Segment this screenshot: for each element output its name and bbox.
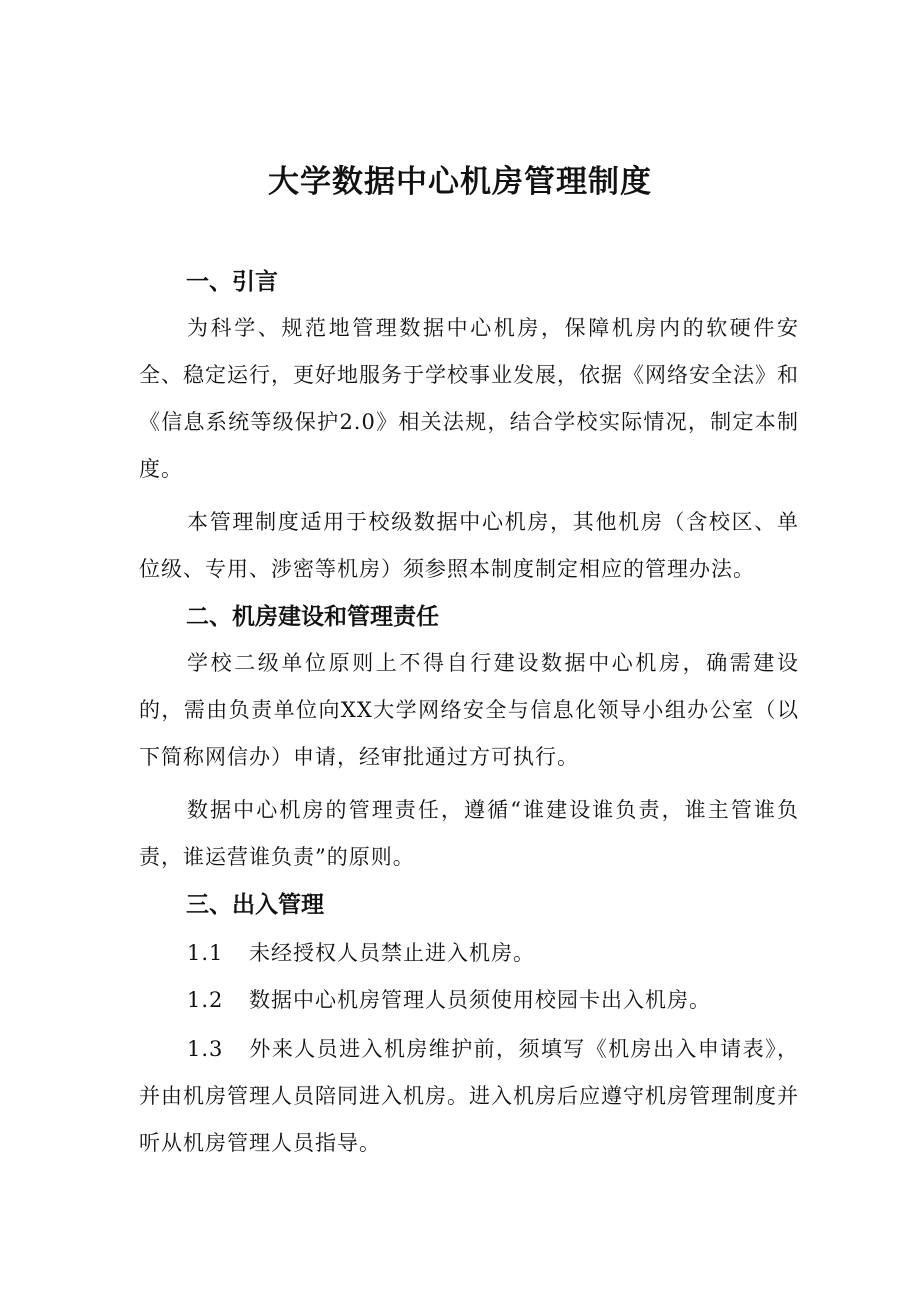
item-number: 1.2 bbox=[187, 988, 224, 1012]
item-text: 外来人员进入机房维护前，须填写《机房出入申请表》，并由机房管理人员陪同进入机房。进入机房后应遵守机房管理制度并听从机房管理人员指导。 bbox=[139, 1037, 799, 1155]
item-number: 1.1 bbox=[187, 941, 224, 965]
paragraph-management-responsibility: 数据中心机房的管理责任，遵循“谁建设谁负责，谁主管谁负责，谁运营谁负责”的原则。 bbox=[139, 798, 799, 869]
paragraph-purpose: 为科学、规范地管理数据中心机房，保障机房内的软硬件安全、稳定运行，更好地服务于学校事业发展，依据《网络安全法》和《信息系统等级保护2.0》相关法规，结合学校实际情况，制定本制度。 bbox=[139, 316, 799, 481]
item-number: 1.3 bbox=[187, 1037, 224, 1061]
list-item bbox=[139, 930, 799, 977]
document-title: 大学数据中心机房管理制度 bbox=[268, 164, 652, 200]
section-heading-introduction: 一、引言 bbox=[186, 269, 278, 295]
list-item bbox=[139, 1026, 799, 1167]
section-heading-responsibility: 二、机房建设和管理责任 bbox=[186, 604, 439, 630]
item-text: 未经授权人员禁止进入机房。 bbox=[249, 941, 535, 965]
item-text: 数据中心机房管理人员须使用校园卡出入机房。 bbox=[249, 988, 711, 1012]
section-heading-access: 三、出入管理 bbox=[186, 892, 324, 918]
list-item bbox=[139, 977, 799, 1024]
paragraph-scope: 本管理制度适用于校级数据中心机房，其他机房（含校区、单位级、专用、涉密等机房）须参照本制度制定相应的管理办法。 bbox=[139, 510, 799, 581]
paragraph-construction: 学校二级单位原则上不得自行建设数据中心机房，确需建设的，需由负责单位向XX大学网络安全与信息化领导小组办公室（以下简称网信办）申请，经审批通过方可执行。 bbox=[139, 651, 799, 769]
